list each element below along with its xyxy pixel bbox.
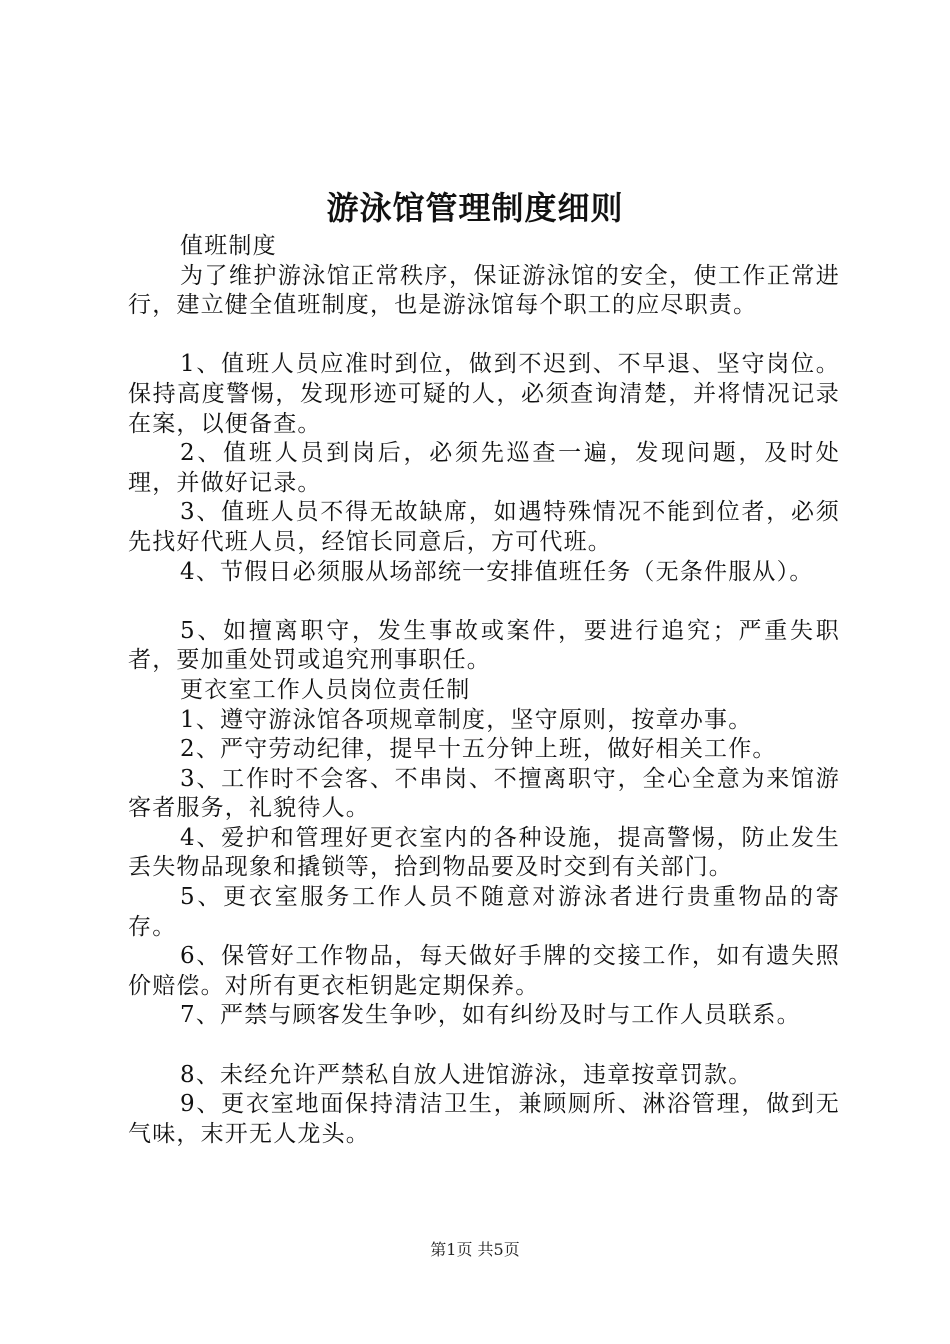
section-heading-duty: 值班制度 (180, 233, 277, 259)
locker-rule-9: 9、更衣室地面保持清洁卫生，兼顾厕所、淋浴管理，做到无气味，末开无人龙头。 (128, 1091, 840, 1147)
paragraph-duty-intro: 为了维护游泳馆正常秩序，保证游泳馆的安全，使工作正常进行，建立健全值班制度，也是游泳馆每个职工的应尽职责。 (128, 262, 840, 319)
page-number: 第1页 共5页 (430, 1240, 520, 1259)
locker-rule-3: 3、工作时不会客、不串岗、不擅离职守，全心全意为来馆游客者服务，礼貌待人。 (128, 765, 840, 822)
section-heading-locker-room: 更衣室工作人员岗位责任制 (180, 676, 471, 703)
document-title: 游泳馆管理制度细则 (326, 189, 624, 227)
locker-rule-8: 8、未经允许严禁私自放人进馆游泳，违章按章罚款。 (180, 1061, 753, 1088)
blank-line (128, 1031, 840, 1061)
locker-rule-4: 4、爱护和管理好更衣室内的各种设施，提高警惕，防止发生丢失物品现象和撬锁等，拾到物品要及时交到有关部门。 (128, 824, 840, 881)
locker-rule-1: 1、遵守游泳馆各项规章制度，坚守原则，按章办事。 (180, 706, 753, 733)
duty-rule-5: 5、如擅离职守，发生事故或案件，要进行追究；严重失职者，要加重处罚或追究刑事职任。 (128, 617, 840, 674)
duty-rule-1: 1、值班人员应准时到位，做到不迟到、不早退、坚守岗位。保持高度警惕，发现形迹可疑的人，必须查询清楚，并将情况记录在案，以便备查。 (128, 351, 840, 437)
locker-rule-6: 6、保管好工作物品，每天做好手牌的交接工作，如有遗失照价赔偿。对所有更衣柜钥匙定期保养。 (128, 943, 840, 999)
blank-line (128, 587, 840, 617)
duty-rule-3: 3、值班人员不得无故缺席，如遇特殊情况不能到位者，必须先找好代班人员，经馆长同意后，方可代班。 (128, 499, 840, 555)
document-body (128, 232, 840, 1149)
duty-rule-2: 2、值班人员到岗后，必须先巡查一遍，发现问题，及时处理，并做好记录。 (128, 440, 840, 496)
blank-line (128, 321, 840, 351)
duty-rule-4: 4、节假日必须服从场部统一安排值班任务（无条件服从）。 (180, 558, 814, 585)
locker-rule-5: 5、更衣室服务工作人员不随意对游泳者进行贵重物品的寄存。 (128, 884, 840, 940)
locker-rule-2: 2、严守劳动纪律，提早十五分钟上班，做好相关工作。 (180, 736, 777, 763)
locker-rule-7: 7、严禁与顾客发生争吵，如有纠纷及时与工作人员联系。 (180, 1002, 801, 1029)
